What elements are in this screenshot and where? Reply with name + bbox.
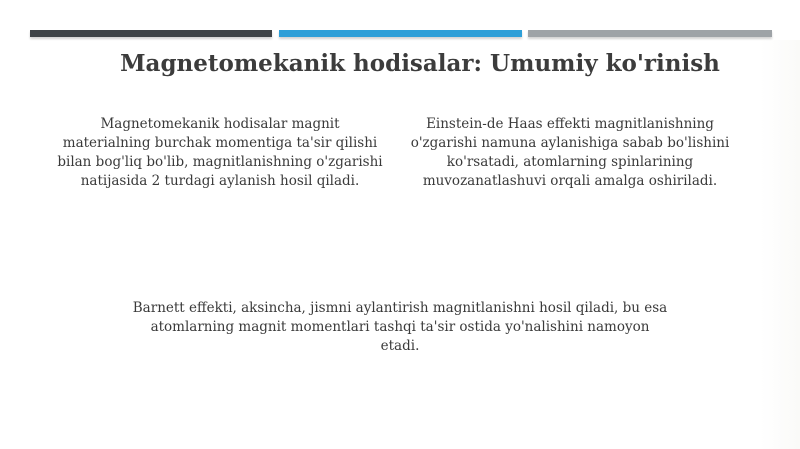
paragraph-left: Magnetomekanik hodisalar magnit materialning burchak momentiga ta'sir qilishi bilan bog'liq bo'lib, magnitlanishning o'zgarishi natijasida 2 turdagi aylanish hosil qiladi.	[57, 116, 383, 189]
paragraph-bottom: Barnett effekti, aksincha, jismni aylantirish magnitlanishni hosil qiladi, bu esa atomlarning magnit momentlari tashqi ta'sir ostida yo'nalishini namoyon etadi.	[132, 300, 668, 354]
background-decoration	[760, 40, 800, 449]
header-bar-dark	[30, 30, 272, 37]
header-bar-gray	[528, 30, 772, 37]
header-bar-blue	[279, 30, 522, 37]
paragraph-right: Einstein-de Haas effekti magnitlanishning o'zgarishi namuna aylanishiga sabab bo'lishini ko'rsatadi, atomlarning spinlarining muvozanatlashuvi orqali amalga oshiriladi.	[410, 116, 730, 189]
slide-title: Magnetomekanik hodisalar: Umumiy ko'rinish	[120, 50, 720, 77]
